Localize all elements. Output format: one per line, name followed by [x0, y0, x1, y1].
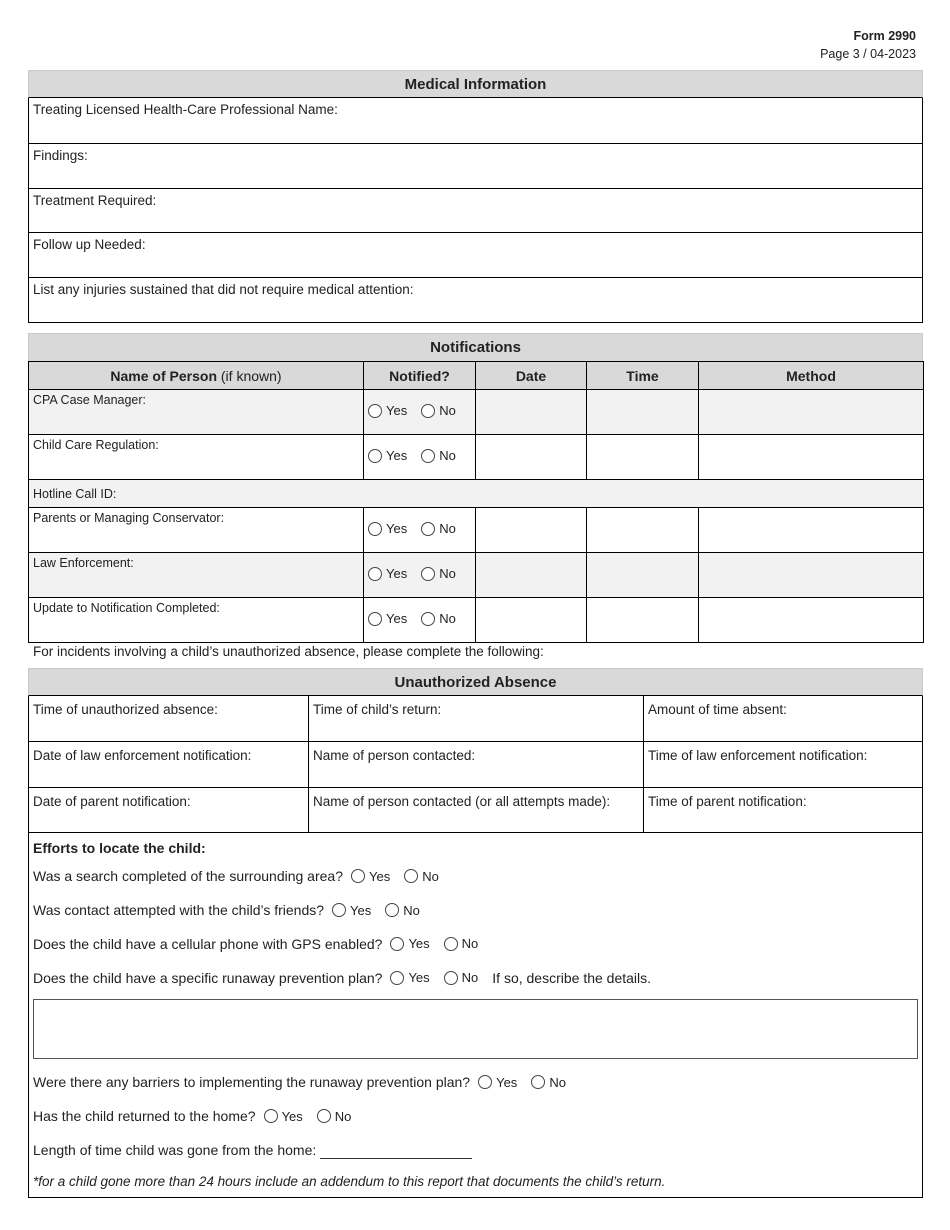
time-unauthorized-absence-field[interactable]: Time of unauthorized absence: [33, 702, 218, 717]
method-field[interactable] [699, 508, 924, 553]
time-parent-notification-field[interactable]: Time of parent notification: [643, 788, 924, 833]
unauthorized-absence-section [28, 668, 923, 1198]
medical-row-professional[interactable]: Treating Licensed Health-Care Professional Name: [33, 102, 338, 117]
question-cellular-gps: Does the child have a cellular phone with GPS enabled? Yes No [33, 935, 479, 952]
time-law-enforcement-field[interactable]: Time of law enforcement notification: [643, 742, 924, 787]
question-length-gone: Length of time child was gone from the home: [33, 1133, 918, 1167]
time-field[interactable] [587, 598, 699, 643]
absence-section-title: Unauthorized Absence [28, 668, 923, 696]
no-radio[interactable]: No [421, 566, 456, 581]
yes-radio[interactable]: Yes [390, 936, 429, 951]
footnote: *for a child gone more than 24 hours include an addendum to this report that documents the child’s return. [33, 1174, 666, 1190]
amount-time-absent-field[interactable]: Amount of time absent: [643, 696, 924, 741]
absence-grid-row [29, 741, 922, 787]
medical-section-title: Medical Information [28, 70, 923, 98]
question-barriers: Were there any barriers to implementing the runaway prevention plan? Yes No [33, 1074, 566, 1091]
date-field[interactable] [476, 598, 587, 643]
yes-radio[interactable]: Yes [368, 566, 407, 581]
no-radio[interactable]: No [421, 611, 456, 626]
no-radio[interactable]: No [421, 448, 456, 463]
length-gone-input[interactable] [320, 1141, 472, 1159]
medical-row-treatment[interactable]: Treatment Required: [29, 188, 922, 233]
question-contact-friends: Was contact attempted with the child’s friends? Yes No [33, 902, 420, 919]
absence-grid-row [29, 787, 922, 833]
date-field[interactable] [476, 435, 587, 480]
method-field[interactable] [699, 553, 924, 598]
efforts-title: Efforts to locate the child: [33, 840, 206, 857]
hotline-call-id-field[interactable]: Hotline Call ID: [29, 480, 924, 508]
row-label: Parents or Managing Conservator: [29, 508, 364, 553]
page-info: Page 3 / 04-2023 [820, 47, 916, 61]
no-radio[interactable]: No [444, 936, 479, 951]
runaway-plan-details-textbox[interactable] [33, 999, 918, 1059]
absence-note: For incidents involving a child’s unauthorized absence, please complete the following: [33, 644, 544, 659]
col-time: Time [587, 362, 699, 390]
time-field[interactable] [587, 390, 699, 435]
table-row [29, 390, 924, 435]
date-parent-notification-field[interactable]: Date of parent notification: [33, 793, 191, 809]
no-radio[interactable]: No [421, 403, 456, 418]
no-radio[interactable]: No [421, 521, 456, 536]
medical-row-follow-up[interactable]: Follow up Needed: [29, 232, 922, 277]
no-radio[interactable]: No [404, 869, 439, 884]
method-field[interactable] [699, 598, 924, 643]
yes-radio[interactable]: Yes [478, 1075, 517, 1090]
no-radio[interactable]: No [531, 1075, 566, 1090]
date-field[interactable] [476, 508, 587, 553]
yes-radio[interactable]: Yes [368, 448, 407, 463]
date-law-enforcement-field[interactable]: Date of law enforcement notification: [33, 747, 252, 763]
table-row [29, 480, 924, 508]
row-label: Law Enforcement: [29, 553, 364, 598]
question-search-area: Was a search completed of the surrounding area? Yes No [33, 868, 439, 885]
method-field[interactable] [699, 390, 924, 435]
yes-radio[interactable]: Yes [368, 521, 407, 536]
no-radio[interactable]: No [385, 903, 420, 918]
question-returned-home: Has the child returned to the home? Yes No [33, 1108, 352, 1125]
notifications-table [28, 361, 924, 643]
table-row [29, 508, 924, 553]
table-row [29, 553, 924, 598]
yes-radio[interactable]: Yes [368, 611, 407, 626]
time-field[interactable] [587, 553, 699, 598]
absence-grid-row [29, 696, 922, 741]
time-field[interactable] [587, 435, 699, 480]
method-field[interactable] [699, 435, 924, 480]
name-person-contacted-attempts-field[interactable]: Name of person contacted (or all attempts made): [308, 788, 643, 833]
col-notified: Notified? [364, 362, 476, 390]
medical-information-section [28, 70, 923, 323]
yes-radio[interactable]: Yes [264, 1109, 303, 1124]
yes-radio[interactable]: Yes [368, 403, 407, 418]
question-runaway-plan: Does the child have a specific runaway prevention plan? Yes No If so, describe the details. [33, 969, 652, 986]
form-header [820, 27, 916, 63]
no-radio[interactable]: No [444, 970, 479, 985]
yes-radio[interactable]: Yes [332, 903, 371, 918]
notifications-section-title: Notifications [28, 333, 923, 361]
medical-row-injuries[interactable]: List any injuries sustained that did not require medical attention: [29, 277, 922, 322]
yes-radio[interactable]: Yes [351, 869, 390, 884]
name-person-contacted-field[interactable]: Name of person contacted: [308, 742, 643, 787]
table-row [29, 435, 924, 480]
row-label: CPA Case Manager: [29, 390, 364, 435]
notifications-section [28, 333, 923, 643]
runaway-plan-followup: If so, describe the details. [492, 969, 652, 986]
no-radio[interactable]: No [317, 1109, 352, 1124]
row-label: Child Care Regulation: [29, 435, 364, 480]
date-field[interactable] [476, 390, 587, 435]
col-date: Date [476, 362, 587, 390]
col-name-of-person: Name of Person (if known) [29, 362, 364, 390]
yes-radio[interactable]: Yes [390, 970, 429, 985]
efforts-to-locate [29, 832, 922, 1197]
date-field[interactable] [476, 553, 587, 598]
time-field[interactable] [587, 508, 699, 553]
table-row [29, 598, 924, 643]
form-number: Form 2990 [853, 29, 916, 43]
row-label: Update to Notification Completed: [29, 598, 364, 643]
col-method: Method [699, 362, 924, 390]
time-child-return-field[interactable]: Time of child’s return: [308, 696, 643, 741]
medical-row-findings[interactable]: Findings: [29, 143, 922, 188]
